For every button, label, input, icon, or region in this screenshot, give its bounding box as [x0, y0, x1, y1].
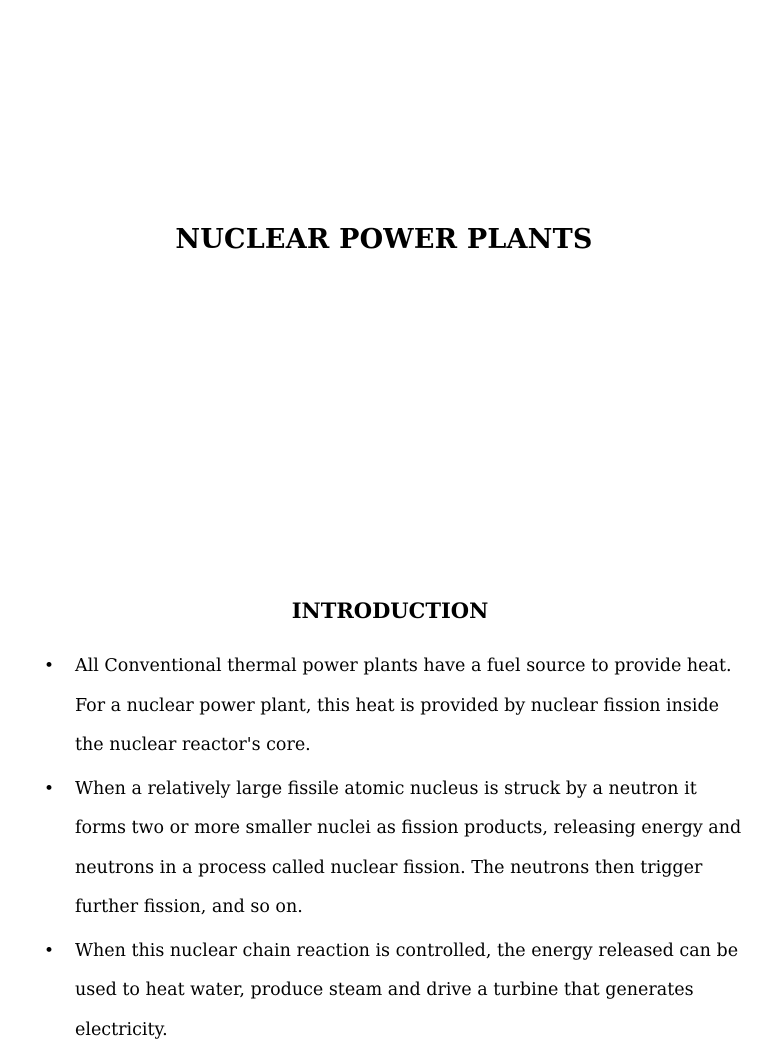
bullet-icon: • [44, 778, 55, 799]
bullet-text: When a relatively large fissile atomic nucleus is struck by a neutron it forms two or more smaller nuclei as fission products, releasing energy and neutrons in a process called nuclear fission. The neutrons then trigger further fission, and so on. [75, 778, 742, 917]
list-item [0, 647, 768, 766]
introduction-bullet-list [0, 647, 768, 1054]
list-item [0, 770, 768, 928]
bullet-text: When this nuclear chain reaction is controlled, the energy released can be used to heat water, produce steam and drive a turbine that generates electricity. [75, 940, 739, 1040]
document-title: NUCLEAR POWER PLANTS [175, 224, 593, 255]
bullet-icon: • [44, 940, 55, 961]
list-item [0, 932, 768, 1051]
bullet-text: All Conventional thermal power plants have a fuel source to provide heat. For a nuclear power plant, this heat is provided by nuclear fission inside the nuclear reactor's core. [75, 656, 732, 755]
section-heading-introduction: INTRODUCTION [291, 598, 489, 623]
bullet-icon: • [44, 656, 55, 676]
